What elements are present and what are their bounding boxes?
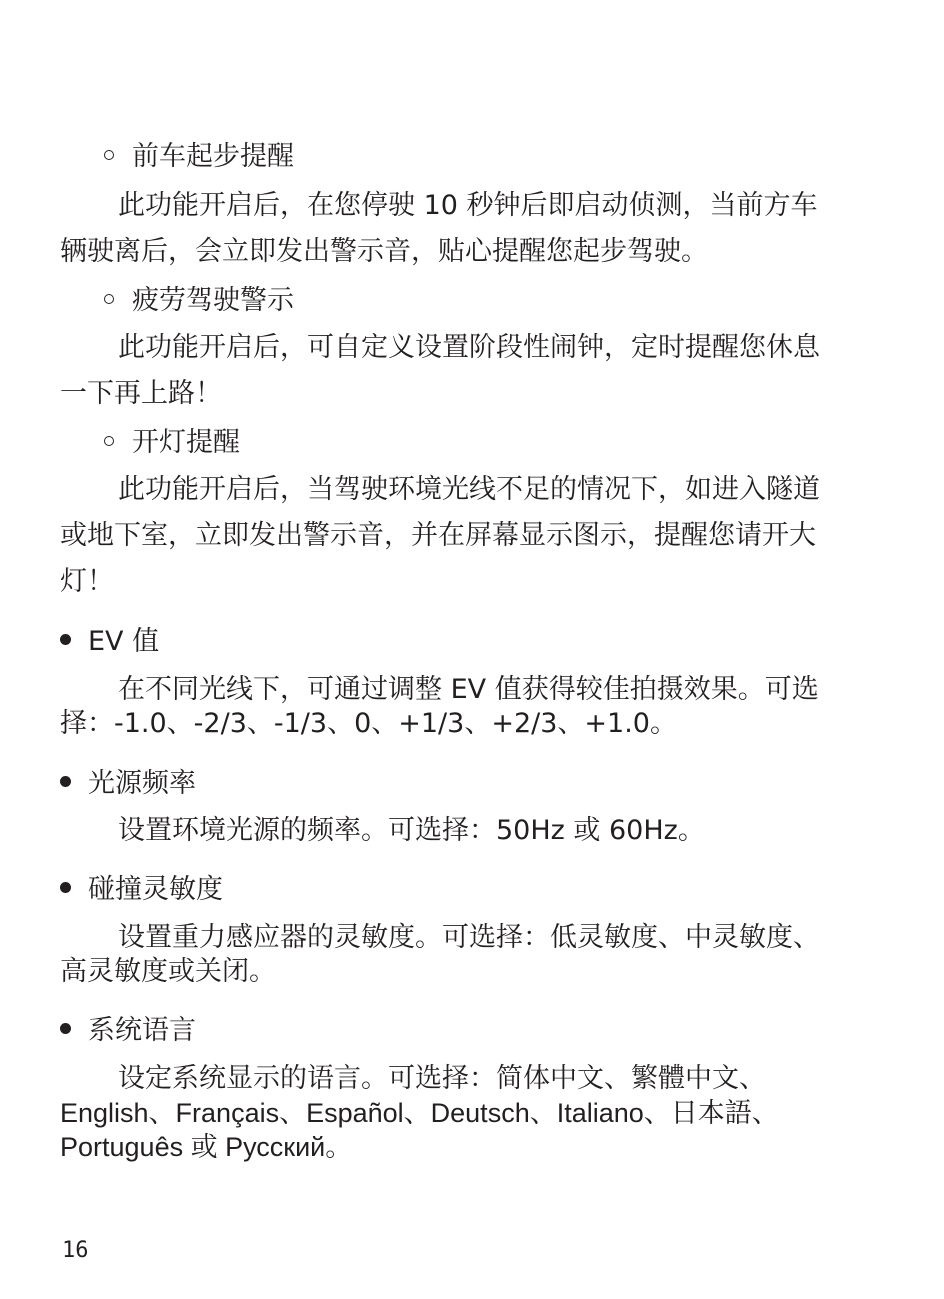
headlight-reminder-desc-line2: 或地下室，立即发出警示音，并在屏幕显示图示，提醒您请开大: [60, 520, 816, 551]
system-language-desc-line3: Português 或 Русский。: [60, 1132, 353, 1162]
system-language-desc-line2: English、Français、Español、Deutsch、Italiano、日本語、: [60, 1098, 779, 1128]
hollow-bullet-icon: [104, 150, 114, 160]
collision-sensitivity-heading: 碰撞灵敏度: [60, 872, 884, 908]
ev-value-heading: EV 值: [60, 624, 884, 660]
fatigue-driving-heading: 疲劳驾驶警示: [104, 283, 884, 319]
page-number: 16: [62, 1238, 89, 1263]
system-language-desc-line1: 设定系统显示的语言。可选择：简体中文、繁體中文、: [118, 1063, 766, 1094]
front-car-start-desc-line1: 此功能开启后，在您停驶 10 秒钟后即启动侦测，当前方车: [118, 190, 818, 221]
front-car-start-heading: 前车起步提醒: [104, 139, 884, 175]
headlight-reminder-desc-line1: 此功能开启后，当驾驶环境光线不足的情况下，如进入隧道: [118, 474, 820, 505]
front-car-start-desc-line2: 辆驶离后，会立即发出警示音，贴心提醒您起步驾驶。: [60, 236, 708, 267]
bullet-icon: [60, 634, 71, 645]
system-language-heading: 系统语言: [60, 1013, 884, 1049]
ev-value-desc-line1: 在不同光线下，可通过调整 EV 值获得较佳拍摄效果。可选: [118, 674, 819, 705]
hollow-bullet-icon: [104, 294, 114, 304]
bullet-icon: [60, 776, 71, 787]
collision-sensitivity-desc-line2: 高灵敏度或关闭。: [60, 956, 276, 987]
light-frequency-heading: 光源频率: [60, 766, 884, 802]
fatigue-driving-desc-line2: 一下再上路！: [60, 378, 222, 409]
bullet-icon: [60, 882, 71, 893]
fatigue-driving-desc-line1: 此功能开启后，可自定义设置阶段性闹钟，定时提醒您休息: [118, 332, 820, 363]
ev-value-desc-line2: 择：-1.0、-2/3、-1/3、0、+1/3、+2/3、+1.0。: [60, 708, 677, 739]
hollow-bullet-icon: [104, 436, 114, 446]
headlight-reminder-desc-line3: 灯！: [60, 566, 114, 597]
bullet-icon: [60, 1023, 71, 1034]
light-frequency-desc-line1: 设置环境光源的频率。可选择：50Hz 或 60Hz。: [118, 815, 705, 846]
collision-sensitivity-desc-line1: 设置重力感应器的灵敏度。可选择：低灵敏度、中灵敏度、: [118, 922, 820, 953]
headlight-reminder-heading: 开灯提醒: [104, 425, 884, 461]
